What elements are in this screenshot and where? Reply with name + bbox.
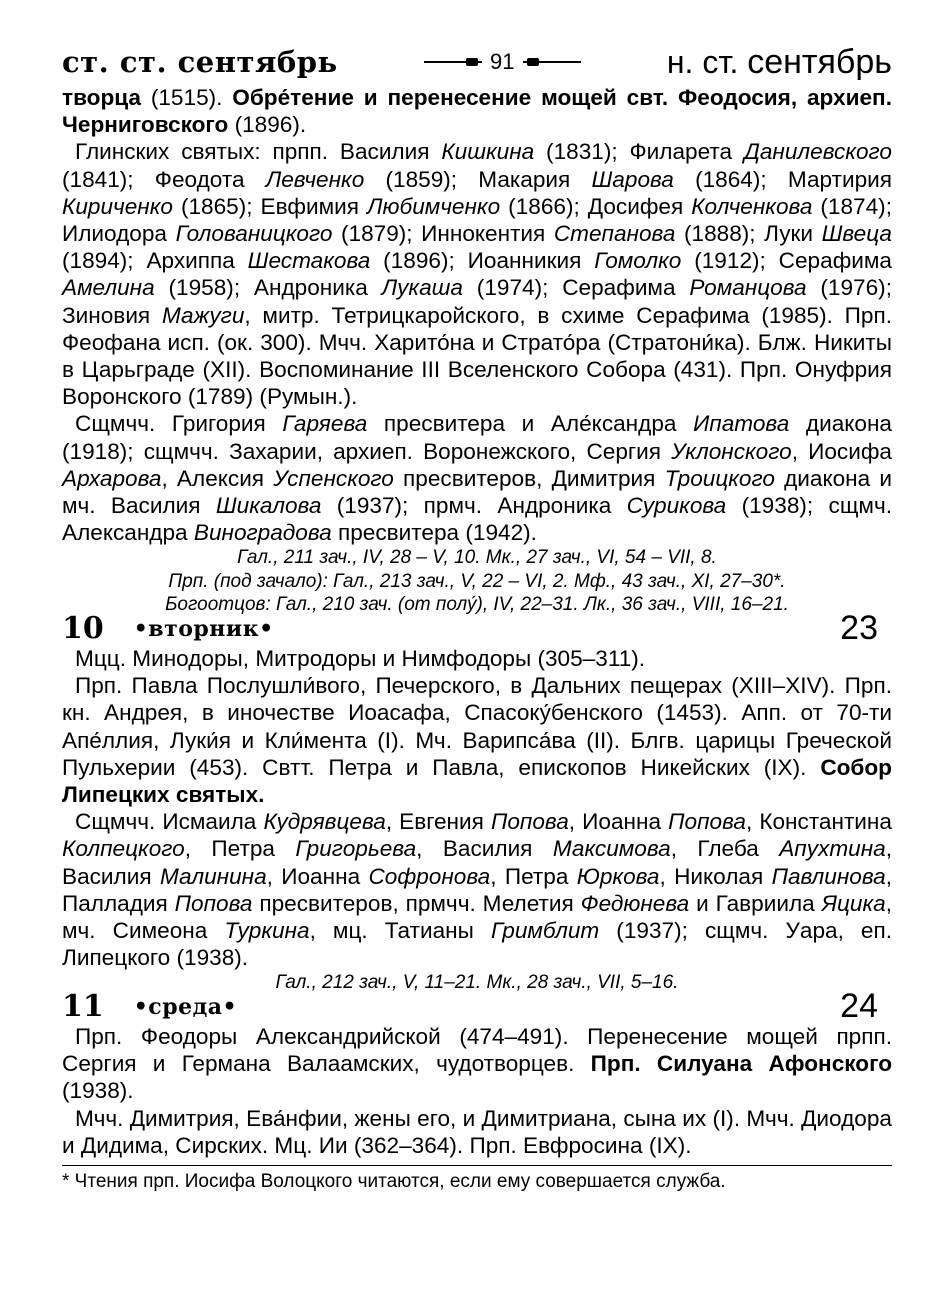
text-run: диакона (1918); сщмчч. Захарии, архиеп. Воронежского, Сергия	[62, 411, 893, 464]
surname-italic: Кудрявцева	[263, 809, 386, 835]
footnote-divider	[62, 1165, 892, 1166]
reading-line: Богоотцов: Гал., 210 зач. (от полу́), IV, 22–31. Лк., 36 зач., VIII, 16–21.	[165, 594, 789, 616]
text-run: (1864); Мартирия	[673, 166, 892, 192]
surname-italic: Туркина	[224, 917, 310, 943]
reading-line: Гал., 211 зач., IV, 28 – V, 10. Мк., 27 зач., VI, 54 – VII, 8.	[237, 547, 717, 569]
surname-italic: Юркова	[576, 863, 660, 889]
surname-italic: Амелина	[62, 275, 155, 301]
text-run: (1938); сщмч. Александра	[62, 493, 892, 546]
text-run: Мцц. Минодоры, Митродоры и Нимфодоры (305–311).	[75, 645, 646, 671]
intro-paragraph	[62, 84, 892, 138]
text-run: (1866); Досифея	[500, 193, 692, 219]
surname-italic: Архарова	[62, 465, 162, 491]
text-run: пресвитеров, Димитрия	[393, 465, 665, 491]
surname-italic: Степанова	[553, 221, 676, 247]
surname-italic: Голованицкого	[175, 221, 333, 247]
text-run: Сщмчч. Исмаила	[75, 809, 264, 835]
bold-text: Обре́тение и перенесение мощей свт. Феодосия, архиеп. Черниговского	[62, 85, 892, 138]
surname-italic: Виноградова	[193, 520, 332, 546]
intro-paragraph	[62, 138, 892, 410]
text-run: Прп. Феодоры Александрийской (474–491). Перенесение мощей прпп. Сергия и Германа Валаамских, чудотворцев.	[62, 1023, 892, 1077]
surname-italic: Федюнева	[580, 890, 690, 916]
reading-line: Прп. (под зачало): Гал., 213 зач., V, 22 – VI, 2. Мф., 43 зач., XI, 27–30*.	[168, 570, 786, 592]
new-style-month: сентябрь	[747, 42, 892, 81]
calendar-page	[62, 40, 892, 1194]
text-run: , мц. Татианы	[309, 917, 491, 943]
text-run: , Константина	[745, 809, 892, 835]
surname-italic: Колченкова	[691, 193, 813, 219]
surname-italic: Попова	[174, 890, 253, 916]
surname-italic: Швеца	[821, 221, 892, 247]
surname-italic: Григорьева	[295, 836, 417, 862]
surname-italic: Левченко	[265, 166, 365, 192]
surname-italic: Апухтина	[779, 836, 886, 862]
text-run: Глинских святых: прпп. Василия	[75, 139, 442, 165]
surname-italic: Уклонского	[671, 438, 792, 464]
surname-italic: Яцика	[821, 890, 886, 916]
text-run: , мч. Симеона	[62, 890, 893, 943]
old-style-day-number: 11	[62, 989, 104, 1025]
text-run: пресвитера и Але́ксандра	[367, 411, 694, 437]
weekday-label: •среда•	[133, 993, 238, 1020]
surname-italic: Романцова	[689, 275, 807, 301]
text-run: , Николая	[659, 863, 772, 889]
text-run: (1874); Илиодора	[62, 193, 892, 247]
surname-italic: Шестакова	[247, 248, 371, 274]
page-number: 91	[490, 49, 515, 74]
surname-italic: Попова	[668, 809, 746, 835]
left-ornament-icon	[424, 59, 482, 65]
text-run: (1896); Иоанникия	[370, 248, 595, 274]
surname-italic: Малинина	[159, 863, 267, 889]
surname-italic: Гомолко	[594, 248, 682, 274]
text-run: (1896).	[228, 112, 307, 138]
old-style-day-number: 10	[62, 611, 104, 647]
text-run: пресвитера (1942).	[331, 520, 537, 546]
text-run: (1937); прмч. Андроника	[321, 493, 627, 519]
text-run: , Евгения	[385, 809, 491, 835]
surname-italic: Кириченко	[62, 193, 173, 219]
day-paragraph	[62, 1105, 892, 1159]
text-run: , Василия	[416, 836, 553, 862]
text-run: (1515).	[141, 85, 233, 110]
text-run: (1859); Макария	[364, 166, 592, 192]
text-run: (1976); Зиновия	[62, 275, 892, 328]
day-heading-left	[62, 611, 274, 646]
surname-italic: Троицкого	[664, 465, 775, 491]
day-heading-left	[62, 989, 237, 1024]
intro-section	[62, 84, 892, 546]
text-run: Мчч. Димитрия, Ева́нфии, жены его, и Димитриана, сына их (I). Мчч. Диодора и Дидима, Сирских. Мц. Ии (362–364). Прп. Евфросина (IX).	[62, 1105, 892, 1158]
surname-italic: Мажуги	[161, 302, 245, 328]
bold-text: Прп. Силуана Афонского	[590, 1051, 892, 1077]
reading-line: Гал., 212 зач., V, 11–21. Мк., 28 зач., VII, 5–16.	[275, 972, 679, 994]
day-11-entries	[62, 1023, 892, 1159]
surname-italic: Попова	[490, 809, 569, 835]
surname-italic: Гаряева	[282, 411, 368, 437]
text-run: (1912); Серафима	[681, 248, 892, 274]
text-run: (1879); Иннокентия	[332, 221, 554, 247]
day-heading-10	[62, 609, 892, 648]
text-run: , Иоанна	[568, 809, 669, 835]
new-style-day-number: 23	[840, 609, 878, 648]
day-paragraph	[62, 672, 892, 808]
text-run: (1894); Архиппа	[62, 248, 248, 274]
text-run: диакона и мч. Василия	[62, 465, 892, 519]
surname-italic: Лукаша	[381, 275, 463, 301]
text-run: , Петра	[490, 863, 577, 889]
running-head	[62, 40, 892, 84]
new-style-day-number: 24	[840, 987, 878, 1026]
surname-italic: Данилевского	[743, 139, 892, 165]
surname-italic: Колпецкого	[62, 836, 185, 862]
day-paragraph	[62, 1023, 892, 1105]
bold-text: творца	[62, 85, 141, 110]
surname-italic: Софронова	[368, 863, 491, 889]
text-run: (1958); Андроника	[154, 275, 382, 301]
text-run: , Иоанна	[266, 863, 369, 889]
surname-italic: Ипатова	[693, 411, 790, 437]
text-run: и Гавриила	[689, 890, 822, 916]
surname-italic: Шикалова	[215, 493, 322, 519]
surname-italic: Успенского	[273, 465, 394, 491]
new-style-prefix: н. ст.	[666, 43, 739, 80]
surname-italic: Любимченко	[367, 193, 501, 219]
intro-paragraph	[62, 410, 892, 546]
surname-italic: Павлинова	[771, 863, 886, 889]
old-style-month-header: ст. ст. сентябрь	[62, 45, 338, 79]
text-run: Сщмчч. Григория	[75, 411, 283, 437]
text-run: , Петра	[184, 836, 296, 862]
footnote: * Чтения прп. Иосифа Волоцкого читаются, если ему совершается служба.	[62, 1170, 726, 1192]
text-run: , митр. Тетрицкаройского, в схиме Серафима (1985). Прп. Феофана исп. (ок. 300). Мчч. Харито́на и Страто́ра (Стратони́ка). Блж. Никиты в Царьграде (XII). Воспоминание III Вселенского Собора (431). Прп. Онуфрия Воронского (1789) (Румын.).	[62, 302, 892, 410]
page-number-block	[424, 49, 580, 75]
surname-italic: Шарова	[591, 166, 674, 192]
bold-text: Собор Липецких святых.	[62, 754, 892, 807]
text-run: (1831); Филарета	[534, 139, 744, 165]
surname-italic: Гримблит	[490, 917, 600, 943]
text-run: , Глеба	[670, 836, 780, 862]
day-heading-11	[62, 987, 892, 1026]
day-paragraph	[62, 808, 892, 971]
text-run: (1888); Луки	[675, 221, 822, 247]
text-run: , Иосифа	[791, 438, 892, 464]
text-run: (1938).	[62, 1078, 134, 1104]
text-run: (1937); сщмч. Уара, еп. Липецкого (1938).	[62, 917, 893, 971]
surname-italic: Кишкина	[441, 139, 535, 165]
text-run: пресвитеров, прмчч. Мелетия	[252, 890, 581, 916]
text-run: (1865); Евфимия	[172, 193, 367, 219]
surname-italic: Максимова	[552, 836, 671, 862]
day-paragraph	[62, 645, 892, 672]
text-run: , Василия	[62, 836, 892, 889]
text-run: (1841); Феодота	[62, 166, 266, 192]
day-10-entries	[62, 645, 892, 971]
text-run: , Палладия	[62, 863, 893, 916]
new-style-month-header	[667, 43, 892, 82]
text-run: Прп. Павла Послушли́вого, Печерского, в Дальних пещерах (XIII–XIV). Прп. кн. Андрея, в иночестве Иоасафа, Спасоку́бенского (1453). Апп. от 70-ти Апе́ллия, Луки́я и Кли́мента (I). Мч. Варипса́ва (II). Блгв. царицы Греческой Пульхерии (453). Свтт. Петра и Павла, епископов Никейских (IX).	[62, 673, 892, 780]
weekday-label: •вторник•	[133, 615, 274, 642]
text-run: , Алексия	[161, 465, 274, 491]
intro-readings	[62, 546, 892, 617]
surname-italic: Сурикова	[626, 493, 727, 519]
right-ornament-icon	[523, 59, 581, 65]
text-run: (1974); Серафима	[462, 275, 690, 301]
